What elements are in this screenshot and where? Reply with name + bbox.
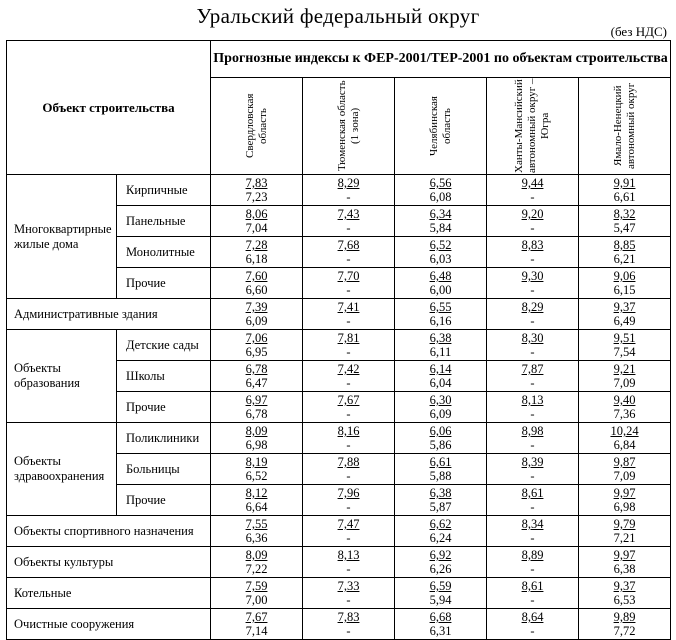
lower-index: -	[530, 593, 535, 607]
value-cell	[211, 330, 303, 361]
value-cell	[487, 268, 579, 299]
lower-index: 7,09	[613, 469, 636, 483]
table-row	[7, 330, 671, 361]
lower-index: 6,84	[613, 438, 636, 452]
value-cell	[211, 237, 303, 268]
upper-index: 6,06	[429, 424, 452, 438]
lower-index: 7,14	[245, 624, 268, 638]
lower-index: 6,98	[245, 438, 268, 452]
group-label: Многоквартирные жилые дома	[7, 175, 117, 299]
subcategory-label: Прочие	[117, 485, 211, 516]
value-cell	[303, 299, 395, 330]
upper-index: 8,29	[337, 176, 360, 190]
lower-index: -	[530, 221, 535, 235]
value-cell	[211, 268, 303, 299]
upper-index: 7,59	[245, 579, 268, 593]
value-cell	[395, 454, 487, 485]
upper-index: 6,62	[429, 517, 452, 531]
value-cell	[303, 392, 395, 423]
value-cell	[395, 485, 487, 516]
lower-index: 6,09	[245, 314, 268, 328]
upper-index: 6,30	[429, 393, 452, 407]
lower-index: -	[530, 345, 535, 359]
lower-index: 5,47	[613, 221, 636, 235]
lower-index: 6,47	[245, 376, 268, 390]
value-cell	[579, 578, 671, 609]
subcategory-label: Кирпичные	[117, 175, 211, 206]
value-cell	[579, 547, 671, 578]
lower-index: 7,04	[245, 221, 268, 235]
lower-index: -	[346, 531, 351, 545]
value-cell	[303, 516, 395, 547]
lower-index: -	[346, 345, 351, 359]
lower-index: -	[530, 314, 535, 328]
upper-index: 7,42	[337, 362, 360, 376]
upper-index: 7,06	[245, 331, 268, 345]
lower-index: 5,84	[429, 221, 452, 235]
value-cell	[395, 206, 487, 237]
value-cell	[579, 485, 671, 516]
table-row	[7, 516, 671, 547]
upper-index: 8,61	[521, 486, 544, 500]
lower-index: 5,94	[429, 593, 452, 607]
upper-index: 7,96	[337, 486, 360, 500]
value-cell	[211, 485, 303, 516]
group-label: Объекты здравоохранения	[7, 423, 117, 516]
upper-index: 6,92	[429, 548, 452, 562]
value-cell	[487, 206, 579, 237]
upper-index: 8,13	[337, 548, 360, 562]
lower-index: 6,49	[613, 314, 636, 328]
value-cell	[211, 392, 303, 423]
value-cell	[303, 423, 395, 454]
value-cell	[579, 454, 671, 485]
upper-index: 8,12	[245, 486, 268, 500]
upper-index: 8,16	[337, 424, 360, 438]
upper-index: 9,87	[613, 455, 636, 469]
value-cell	[303, 237, 395, 268]
region-header: Ямало-Ненецкий автономный округ	[579, 78, 671, 175]
lower-index: 7,22	[245, 562, 268, 576]
upper-index: 9,97	[613, 548, 636, 562]
lower-index: 7,36	[613, 407, 636, 421]
upper-index: 9,20	[521, 207, 544, 221]
value-cell	[579, 175, 671, 206]
upper-index: 7,28	[245, 238, 268, 252]
upper-index: 8,98	[521, 424, 544, 438]
value-cell	[487, 330, 579, 361]
upper-index: 6,68	[429, 610, 452, 624]
upper-index: 6,97	[245, 393, 268, 407]
lower-index: 6,95	[245, 345, 268, 359]
lower-index: -	[346, 407, 351, 421]
lower-index: -	[346, 562, 351, 576]
value-cell	[395, 547, 487, 578]
lower-index: 6,04	[429, 376, 452, 390]
lower-index: 6,15	[613, 283, 636, 297]
lower-index: -	[346, 376, 351, 390]
upper-index: 6,34	[429, 207, 452, 221]
region-header: Челябинская область	[395, 78, 487, 175]
value-cell	[303, 175, 395, 206]
value-cell	[303, 454, 395, 485]
lower-index: -	[346, 252, 351, 266]
upper-index: 7,47	[337, 517, 360, 531]
upper-index: 9,06	[613, 269, 636, 283]
lower-index: 7,21	[613, 531, 636, 545]
lower-index: -	[530, 531, 535, 545]
value-cell	[211, 206, 303, 237]
value-cell	[487, 361, 579, 392]
value-cell	[303, 361, 395, 392]
upper-index: 6,38	[429, 486, 452, 500]
lower-index: 5,87	[429, 500, 452, 514]
subcategory-label: Школы	[117, 361, 211, 392]
group-label: Очистные сооружения	[7, 609, 211, 640]
lower-index: 7,00	[245, 593, 268, 607]
lower-index: 7,23	[245, 190, 268, 204]
lower-index: 6,38	[613, 562, 636, 576]
value-cell	[487, 299, 579, 330]
value-cell	[579, 206, 671, 237]
upper-index: 7,70	[337, 269, 360, 283]
lower-index: -	[530, 252, 535, 266]
lower-index: -	[346, 314, 351, 328]
vat-note: (без НДС)	[610, 24, 667, 39]
upper-index: 9,37	[613, 579, 636, 593]
indices-header: Прогнозные индексы к ФЕР-2001/ТЕР-2001 по объектам строительства	[211, 41, 671, 78]
value-cell	[487, 423, 579, 454]
lower-index: 6,53	[613, 593, 636, 607]
lower-index: -	[530, 190, 535, 204]
lower-index: 6,18	[245, 252, 268, 266]
value-cell	[487, 547, 579, 578]
lower-index: -	[530, 469, 535, 483]
upper-index: 7,60	[245, 269, 268, 283]
upper-index: 7,39	[245, 300, 268, 314]
group-label: Объекты образования	[7, 330, 117, 423]
upper-index: 8,89	[521, 548, 544, 562]
value-cell	[579, 237, 671, 268]
lower-index: -	[346, 190, 351, 204]
lower-index: 5,88	[429, 469, 452, 483]
lower-index: 6,11	[429, 345, 452, 359]
value-cell	[395, 392, 487, 423]
upper-index: 8,39	[521, 455, 544, 469]
upper-index: 7,83	[245, 176, 268, 190]
value-cell	[395, 361, 487, 392]
lower-index: -	[530, 376, 535, 390]
upper-index: 8,34	[521, 517, 544, 531]
lower-index: 6,78	[245, 407, 268, 421]
upper-index: 8,64	[521, 610, 544, 624]
lower-index: 6,36	[245, 531, 268, 545]
value-cell	[211, 299, 303, 330]
lower-index: -	[346, 283, 351, 297]
value-cell	[579, 516, 671, 547]
value-cell	[579, 423, 671, 454]
value-cell	[579, 268, 671, 299]
upper-index: 8,61	[521, 579, 544, 593]
upper-index: 9,91	[613, 176, 636, 190]
lower-index: 6,61	[613, 190, 636, 204]
upper-index: 9,37	[613, 300, 636, 314]
lower-index: -	[530, 624, 535, 638]
upper-index: 8,32	[613, 207, 636, 221]
upper-index: 9,30	[521, 269, 544, 283]
group-label: Котельные	[7, 578, 211, 609]
upper-index: 9,40	[613, 393, 636, 407]
group-label: Объекты культуры	[7, 547, 211, 578]
value-cell	[395, 578, 487, 609]
subcategory-label: Больницы	[117, 454, 211, 485]
lower-index: 6,21	[613, 252, 636, 266]
lower-index: 6,03	[429, 252, 452, 266]
upper-index: 9,89	[613, 610, 636, 624]
lower-index: 7,72	[613, 624, 636, 638]
upper-index: 9,79	[613, 517, 636, 531]
value-cell	[395, 423, 487, 454]
value-cell	[487, 237, 579, 268]
lower-index: -	[346, 624, 351, 638]
page-title: Уральский федеральный округ	[196, 4, 480, 28]
lower-index: 6,16	[429, 314, 452, 328]
lower-index: -	[346, 500, 351, 514]
lower-index: 6,08	[429, 190, 452, 204]
value-cell	[395, 237, 487, 268]
lower-index: -	[346, 438, 351, 452]
value-cell	[303, 268, 395, 299]
lower-index: -	[346, 593, 351, 607]
table-row	[7, 578, 671, 609]
table-row	[7, 175, 671, 206]
value-cell	[211, 361, 303, 392]
lower-index: 7,54	[613, 345, 636, 359]
value-cell	[487, 516, 579, 547]
value-cell	[395, 299, 487, 330]
value-cell	[211, 423, 303, 454]
value-cell	[579, 361, 671, 392]
upper-index: 6,61	[429, 455, 452, 469]
upper-index: 8,83	[521, 238, 544, 252]
lower-index: -	[530, 438, 535, 452]
upper-index: 7,43	[337, 207, 360, 221]
upper-index: 7,81	[337, 331, 360, 345]
lower-index: -	[346, 221, 351, 235]
value-cell	[579, 299, 671, 330]
group-label: Объекты спортивного назначения	[7, 516, 211, 547]
table-row	[7, 423, 671, 454]
lower-index: 6,24	[429, 531, 452, 545]
table-body	[7, 175, 671, 640]
value-cell	[211, 454, 303, 485]
table-row	[7, 299, 671, 330]
upper-index: 7,55	[245, 517, 268, 531]
lower-index: 6,09	[429, 407, 452, 421]
value-cell	[303, 578, 395, 609]
subcategory-label: Поликлиники	[117, 423, 211, 454]
value-cell	[579, 330, 671, 361]
value-cell	[487, 392, 579, 423]
upper-index: 6,59	[429, 579, 452, 593]
upper-index: 8,29	[521, 300, 544, 314]
lower-index: -	[530, 562, 535, 576]
upper-index: 10,24	[610, 424, 639, 438]
upper-index: 9,44	[521, 176, 544, 190]
upper-index: 6,78	[245, 362, 268, 376]
upper-index: 6,55	[429, 300, 452, 314]
subcategory-label: Монолитные	[117, 237, 211, 268]
upper-index: 8,85	[613, 238, 636, 252]
value-cell	[487, 578, 579, 609]
group-label: Административные здания	[7, 299, 211, 330]
upper-index: 6,38	[429, 331, 452, 345]
lower-index: -	[530, 283, 535, 297]
lower-index: 6,64	[245, 500, 268, 514]
index-table	[6, 40, 671, 640]
upper-index: 7,33	[337, 579, 360, 593]
upper-index: 8,09	[245, 548, 268, 562]
object-header: Объект строительства	[7, 41, 211, 175]
value-cell	[487, 454, 579, 485]
lower-index: -	[530, 500, 535, 514]
value-cell	[395, 175, 487, 206]
lower-index: 5,86	[429, 438, 452, 452]
lower-index: 7,09	[613, 376, 636, 390]
upper-index: 6,48	[429, 269, 452, 283]
upper-index: 7,41	[337, 300, 360, 314]
region-header: Свердловская область	[211, 78, 303, 175]
lower-index: 6,26	[429, 562, 452, 576]
lower-index: -	[346, 469, 351, 483]
upper-index: 7,83	[337, 610, 360, 624]
value-cell	[395, 268, 487, 299]
subcategory-label: Панельные	[117, 206, 211, 237]
value-cell	[303, 206, 395, 237]
value-cell	[303, 547, 395, 578]
upper-index: 8,09	[245, 424, 268, 438]
value-cell	[211, 578, 303, 609]
upper-index: 6,52	[429, 238, 452, 252]
region-header: Ханты-Мансийский автономный округ – Югра	[487, 78, 579, 175]
subcategory-label: Прочие	[117, 268, 211, 299]
upper-index: 7,87	[521, 362, 544, 376]
upper-index: 8,30	[521, 331, 544, 345]
upper-index: 9,97	[613, 486, 636, 500]
upper-index: 8,06	[245, 207, 268, 221]
upper-index: 7,67	[337, 393, 360, 407]
value-cell	[579, 392, 671, 423]
upper-index: 9,51	[613, 331, 636, 345]
value-cell	[395, 330, 487, 361]
region-header: Тюменская область (1 зона)	[303, 78, 395, 175]
lower-index: 6,00	[429, 283, 452, 297]
value-cell	[211, 516, 303, 547]
lower-index: 6,52	[245, 469, 268, 483]
upper-index: 7,88	[337, 455, 360, 469]
value-cell	[211, 175, 303, 206]
value-cell	[211, 547, 303, 578]
lower-index: -	[530, 407, 535, 421]
upper-index: 6,14	[429, 362, 452, 376]
upper-index: 6,56	[429, 176, 452, 190]
lower-index: 6,60	[245, 283, 268, 297]
upper-index: 9,21	[613, 362, 636, 376]
upper-index: 7,67	[245, 610, 268, 624]
value-cell	[303, 330, 395, 361]
table-row	[7, 547, 671, 578]
value-cell	[395, 516, 487, 547]
upper-index: 7,68	[337, 238, 360, 252]
value-cell	[487, 485, 579, 516]
subcategory-label: Прочие	[117, 392, 211, 423]
value-cell	[303, 485, 395, 516]
upper-index: 8,19	[245, 455, 268, 469]
subcategory-label: Детские сады	[117, 330, 211, 361]
lower-index: 6,98	[613, 500, 636, 514]
lower-index: 6,31	[429, 624, 452, 638]
value-cell	[487, 175, 579, 206]
upper-index: 8,13	[521, 393, 544, 407]
